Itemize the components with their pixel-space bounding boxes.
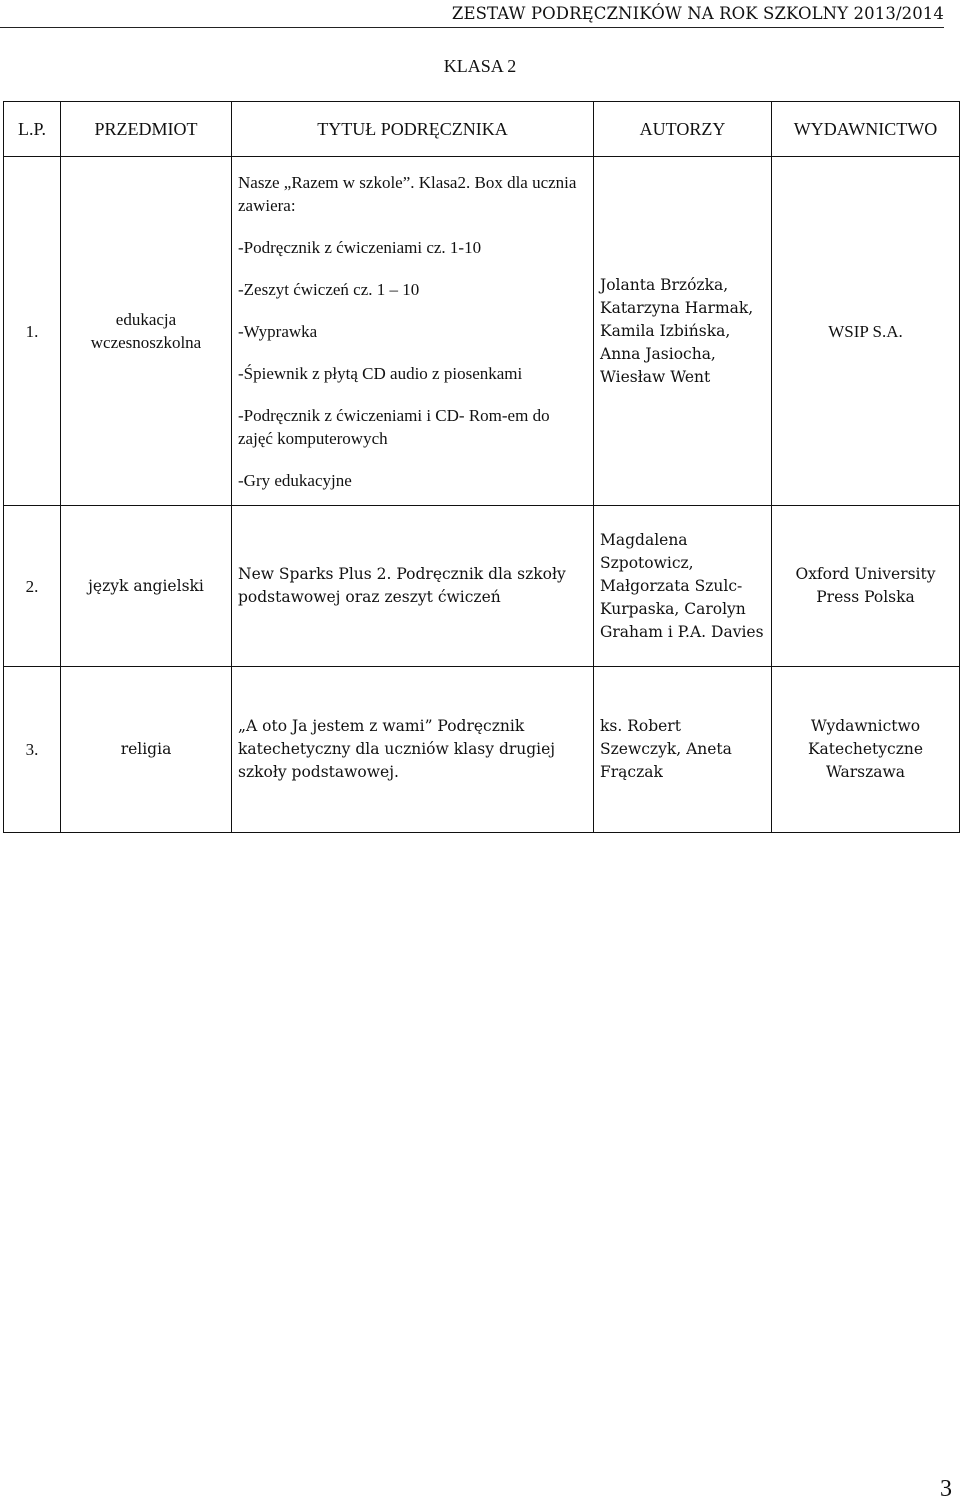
title-line: -Zeszyt ćwiczeń cz. 1 – 10 — [238, 279, 420, 299]
row-lp: 1. — [4, 157, 61, 506]
row-lp: 2. — [4, 506, 61, 667]
row-publisher: WSIP S.A. — [772, 157, 960, 506]
column-header-subject: PRZEDMIOT — [61, 102, 232, 157]
row-authors: Jolanta Brzózka, Katarzyna Harmak, Kamila Izbińska, Anna Jasiocha, Wiesław Went — [594, 157, 772, 506]
title-line: -Podręcznik z ćwiczeniami i CD- Rom-em do zajęć komputerowych — [238, 405, 550, 448]
table-row — [4, 506, 960, 667]
title-line: -Podręcznik z ćwiczeniami cz. 1-10 — [238, 237, 482, 257]
title-line: -Wyprawka — [238, 321, 318, 341]
row-subject: edukacja wczesnoszkolna — [61, 157, 232, 506]
row-authors: Magdalena Szpotowicz, Małgorzata Szulc-Kurpaska, Carolyn Graham i P.A. Davies — [594, 506, 772, 667]
row-title — [232, 157, 594, 506]
page-number: 3 — [940, 1476, 952, 1502]
table-row — [4, 667, 960, 833]
textbook-table — [3, 101, 960, 833]
class-label: KLASA 2 — [443, 56, 517, 76]
column-header-authors: AUTORZY — [594, 102, 772, 157]
row-lp: 3. — [4, 667, 61, 833]
row-publisher: Wydawnictwo Katechetyczne Warszawa — [772, 667, 960, 833]
header-rule — [0, 27, 944, 28]
row-title: New Sparks Plus 2. Podręcznik dla szkoły podstawowej oraz zeszyt ćwiczeń — [232, 506, 594, 667]
column-header-lp: L.P. — [4, 102, 61, 157]
column-header-publisher: WYDAWNICTWO — [772, 102, 960, 157]
document-title: ZESTAW PODRĘCZNIKÓW NA ROK SZKOLNY 2013/2014 — [451, 4, 944, 23]
row-subject: religia — [61, 667, 232, 833]
title-line: -Gry edukacyjne — [238, 470, 352, 490]
table-header-row — [4, 102, 960, 157]
row-subject: język angielski — [61, 506, 232, 667]
title-line: Nasze „Razem w szkole”. Klasa2. Box dla ucznia zawiera: — [238, 172, 577, 215]
row-publisher: Oxford University Press Polska — [772, 506, 960, 667]
row-title: „A oto Ja jestem z wami” Podręcznik katechetyczny dla uczniów klasy drugiej szkoły podstawowej. — [232, 667, 594, 833]
title-line: -Śpiewnik z płytą CD audio z piosenkami — [238, 363, 523, 383]
table-row — [4, 157, 960, 506]
column-header-title: TYTUŁ PODRĘCZNIKA — [232, 102, 594, 157]
row-authors: ks. Robert Szewczyk, Aneta Frączak — [594, 667, 772, 833]
